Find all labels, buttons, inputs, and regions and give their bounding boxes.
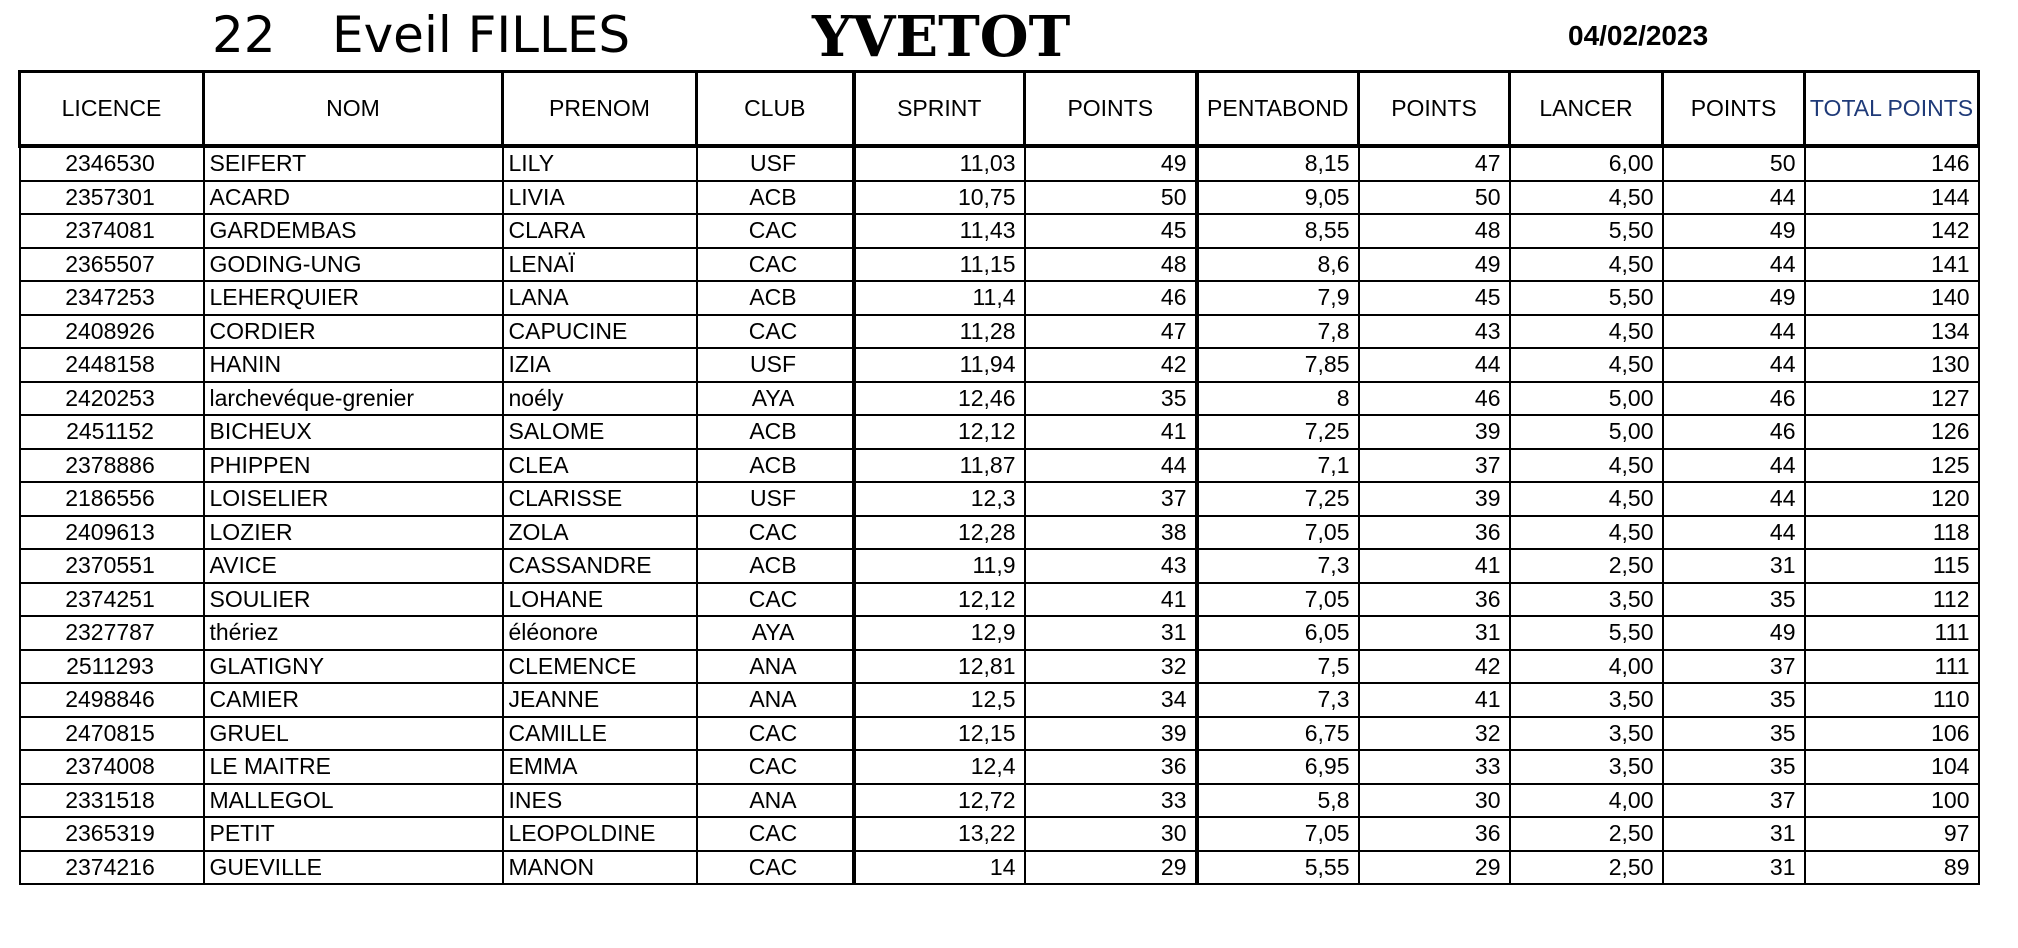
cell-nom: PETIT bbox=[204, 817, 503, 851]
cell-total-points: 89 bbox=[1805, 851, 1979, 885]
cell-sprint: 12,5 bbox=[854, 683, 1025, 717]
cell-total-points: 111 bbox=[1805, 650, 1979, 684]
cell-sprint: 12,15 bbox=[854, 717, 1025, 751]
cell-pentabond: 7,05 bbox=[1197, 817, 1359, 851]
table-row bbox=[20, 784, 1979, 818]
table-row bbox=[20, 281, 1979, 315]
table-row bbox=[20, 415, 1979, 449]
cell-club: ANA bbox=[697, 650, 854, 684]
cell-lancer: 3,50 bbox=[1510, 683, 1663, 717]
cell-prenom: JEANNE bbox=[503, 683, 697, 717]
cell-prenom: IZIA bbox=[503, 348, 697, 382]
cell-nom: SEIFERT bbox=[204, 146, 503, 181]
cell-points-lancer: 44 bbox=[1663, 482, 1805, 516]
cell-total-points: 142 bbox=[1805, 214, 1979, 248]
cell-total-points: 127 bbox=[1805, 382, 1979, 416]
cell-lancer: 4,00 bbox=[1510, 784, 1663, 818]
cell-prenom: CLEA bbox=[503, 449, 697, 483]
cell-pentabond: 7,8 bbox=[1197, 315, 1359, 349]
cell-lancer: 3,50 bbox=[1510, 750, 1663, 784]
cell-points-sprint: 42 bbox=[1025, 348, 1197, 382]
cell-licence: 2347253 bbox=[20, 281, 204, 315]
cell-points-sprint: 47 bbox=[1025, 315, 1197, 349]
cell-prenom: CLARISSE bbox=[503, 482, 697, 516]
cell-prenom: CAPUCINE bbox=[503, 315, 697, 349]
cell-points-pentabond: 37 bbox=[1359, 449, 1510, 483]
cell-sprint: 11,28 bbox=[854, 315, 1025, 349]
header-row bbox=[20, 72, 1979, 147]
cell-nom: AVICE bbox=[204, 549, 503, 583]
table-row bbox=[20, 717, 1979, 751]
cell-points-pentabond: 29 bbox=[1359, 851, 1510, 885]
cell-total-points: 106 bbox=[1805, 717, 1979, 751]
table-row bbox=[20, 146, 1979, 181]
cell-club: CAC bbox=[697, 750, 854, 784]
cell-total-points: 140 bbox=[1805, 281, 1979, 315]
cell-points-lancer: 35 bbox=[1663, 750, 1805, 784]
cell-club: CAC bbox=[697, 248, 854, 282]
table-row bbox=[20, 214, 1979, 248]
cell-club: USF bbox=[697, 146, 854, 181]
cell-points-sprint: 50 bbox=[1025, 181, 1197, 215]
cell-licence: 2451152 bbox=[20, 415, 204, 449]
table-row bbox=[20, 382, 1979, 416]
cell-sprint: 12,46 bbox=[854, 382, 1025, 416]
cell-sprint: 13,22 bbox=[854, 817, 1025, 851]
cell-total-points: 112 bbox=[1805, 583, 1979, 617]
cell-licence: 2374081 bbox=[20, 214, 204, 248]
cell-club: ACB bbox=[697, 181, 854, 215]
cell-nom: BICHEUX bbox=[204, 415, 503, 449]
cell-pentabond: 7,9 bbox=[1197, 281, 1359, 315]
cell-prenom: CLARA bbox=[503, 214, 697, 248]
cell-points-sprint: 48 bbox=[1025, 248, 1197, 282]
cell-club: AYA bbox=[697, 382, 854, 416]
cell-pentabond: 8,55 bbox=[1197, 214, 1359, 248]
cell-points-pentabond: 41 bbox=[1359, 549, 1510, 583]
cell-sprint: 12,3 bbox=[854, 482, 1025, 516]
cell-points-pentabond: 33 bbox=[1359, 750, 1510, 784]
cell-lancer: 4,50 bbox=[1510, 315, 1663, 349]
cell-points-sprint: 35 bbox=[1025, 382, 1197, 416]
cell-club: CAC bbox=[697, 851, 854, 885]
cell-lancer: 4,50 bbox=[1510, 516, 1663, 550]
cell-lancer: 5,50 bbox=[1510, 214, 1663, 248]
cell-sprint: 12,9 bbox=[854, 616, 1025, 650]
cell-prenom: noély bbox=[503, 382, 697, 416]
cell-pentabond: 8 bbox=[1197, 382, 1359, 416]
cell-points-lancer: 31 bbox=[1663, 549, 1805, 583]
cell-nom: GRUEL bbox=[204, 717, 503, 751]
cell-licence: 2365507 bbox=[20, 248, 204, 282]
cell-points-sprint: 36 bbox=[1025, 750, 1197, 784]
cell-sprint: 12,12 bbox=[854, 415, 1025, 449]
cell-club: CAC bbox=[697, 583, 854, 617]
cell-points-sprint: 38 bbox=[1025, 516, 1197, 550]
cell-nom: PHIPPEN bbox=[204, 449, 503, 483]
cell-licence: 2420253 bbox=[20, 382, 204, 416]
cell-points-lancer: 37 bbox=[1663, 650, 1805, 684]
cell-points-pentabond: 31 bbox=[1359, 616, 1510, 650]
cell-nom: CAMIER bbox=[204, 683, 503, 717]
cell-points-lancer: 46 bbox=[1663, 415, 1805, 449]
cell-points-sprint: 39 bbox=[1025, 717, 1197, 751]
cell-points-pentabond: 36 bbox=[1359, 516, 1510, 550]
cell-points-sprint: 41 bbox=[1025, 415, 1197, 449]
cell-club: USF bbox=[697, 482, 854, 516]
cell-nom: GLATIGNY bbox=[204, 650, 503, 684]
cell-sprint: 11,87 bbox=[854, 449, 1025, 483]
cell-lancer: 5,50 bbox=[1510, 616, 1663, 650]
cell-points-pentabond: 49 bbox=[1359, 248, 1510, 282]
col-header-prenom: PRENOM bbox=[503, 72, 697, 147]
cell-club: ACB bbox=[697, 449, 854, 483]
cell-points-pentabond: 50 bbox=[1359, 181, 1510, 215]
cell-points-pentabond: 47 bbox=[1359, 146, 1510, 181]
cell-nom: LEHERQUIER bbox=[204, 281, 503, 315]
cell-sprint: 12,12 bbox=[854, 583, 1025, 617]
cell-nom: thériez bbox=[204, 616, 503, 650]
cell-licence: 2498846 bbox=[20, 683, 204, 717]
cell-points-pentabond: 36 bbox=[1359, 583, 1510, 617]
cell-points-pentabond: 48 bbox=[1359, 214, 1510, 248]
cell-licence: 2448158 bbox=[20, 348, 204, 382]
cell-nom: GODING-UNG bbox=[204, 248, 503, 282]
cell-points-pentabond: 32 bbox=[1359, 717, 1510, 751]
cell-points-lancer: 44 bbox=[1663, 315, 1805, 349]
cell-points-lancer: 44 bbox=[1663, 348, 1805, 382]
cell-total-points: 146 bbox=[1805, 146, 1979, 181]
cell-prenom: INES bbox=[503, 784, 697, 818]
cell-nom: LE MAITRE bbox=[204, 750, 503, 784]
cell-licence: 2374008 bbox=[20, 750, 204, 784]
cell-club: CAC bbox=[697, 315, 854, 349]
cell-sprint: 14 bbox=[854, 851, 1025, 885]
cell-pentabond: 7,25 bbox=[1197, 482, 1359, 516]
cell-prenom: LEOPOLDINE bbox=[503, 817, 697, 851]
cell-prenom: éléonore bbox=[503, 616, 697, 650]
cell-points-sprint: 33 bbox=[1025, 784, 1197, 818]
cell-club: ACB bbox=[697, 549, 854, 583]
cell-lancer: 2,50 bbox=[1510, 549, 1663, 583]
cell-points-lancer: 50 bbox=[1663, 146, 1805, 181]
cell-points-sprint: 30 bbox=[1025, 817, 1197, 851]
table-row bbox=[20, 449, 1979, 483]
cell-points-sprint: 45 bbox=[1025, 214, 1197, 248]
col-header-lancer: LANCER bbox=[1510, 72, 1663, 147]
cell-points-lancer: 35 bbox=[1663, 683, 1805, 717]
cell-points-sprint: 29 bbox=[1025, 851, 1197, 885]
header-number: 22 bbox=[212, 6, 276, 64]
cell-lancer: 4,50 bbox=[1510, 449, 1663, 483]
table-row bbox=[20, 315, 1979, 349]
cell-licence: 2511293 bbox=[20, 650, 204, 684]
cell-prenom: SALOME bbox=[503, 415, 697, 449]
cell-sprint: 11,15 bbox=[854, 248, 1025, 282]
cell-pentabond: 7,5 bbox=[1197, 650, 1359, 684]
cell-total-points: 97 bbox=[1805, 817, 1979, 851]
cell-points-sprint: 49 bbox=[1025, 146, 1197, 181]
cell-club: USF bbox=[697, 348, 854, 382]
cell-points-sprint: 41 bbox=[1025, 583, 1197, 617]
cell-points-lancer: 49 bbox=[1663, 281, 1805, 315]
cell-points-lancer: 31 bbox=[1663, 817, 1805, 851]
cell-points-lancer: 49 bbox=[1663, 616, 1805, 650]
cell-points-sprint: 43 bbox=[1025, 549, 1197, 583]
cell-points-lancer: 35 bbox=[1663, 717, 1805, 751]
cell-licence: 2409613 bbox=[20, 516, 204, 550]
cell-licence: 2327787 bbox=[20, 616, 204, 650]
cell-sprint: 11,94 bbox=[854, 348, 1025, 382]
cell-nom: ACARD bbox=[204, 181, 503, 215]
cell-club: AYA bbox=[697, 616, 854, 650]
cell-total-points: 134 bbox=[1805, 315, 1979, 349]
cell-sprint: 11,43 bbox=[854, 214, 1025, 248]
cell-lancer: 5,50 bbox=[1510, 281, 1663, 315]
cell-pentabond: 7,25 bbox=[1197, 415, 1359, 449]
cell-pentabond: 8,15 bbox=[1197, 146, 1359, 181]
cell-licence: 2374216 bbox=[20, 851, 204, 885]
cell-lancer: 5,00 bbox=[1510, 415, 1663, 449]
cell-points-lancer: 37 bbox=[1663, 784, 1805, 818]
cell-club: ACB bbox=[697, 415, 854, 449]
cell-sprint: 11,9 bbox=[854, 549, 1025, 583]
cell-club: ANA bbox=[697, 683, 854, 717]
col-header-sprint: SPRINT bbox=[854, 72, 1025, 147]
cell-club: CAC bbox=[697, 214, 854, 248]
cell-pentabond: 8,6 bbox=[1197, 248, 1359, 282]
cell-sprint: 12,28 bbox=[854, 516, 1025, 550]
cell-points-lancer: 46 bbox=[1663, 382, 1805, 416]
cell-points-lancer: 49 bbox=[1663, 214, 1805, 248]
table-row bbox=[20, 482, 1979, 516]
cell-sprint: 12,72 bbox=[854, 784, 1025, 818]
cell-pentabond: 7,85 bbox=[1197, 348, 1359, 382]
cell-points-sprint: 44 bbox=[1025, 449, 1197, 483]
cell-licence: 2186556 bbox=[20, 482, 204, 516]
table-row bbox=[20, 181, 1979, 215]
cell-nom: HANIN bbox=[204, 348, 503, 382]
col-header-total-points: TOTAL POINTS bbox=[1805, 72, 1979, 147]
cell-prenom: LENAÏ bbox=[503, 248, 697, 282]
cell-lancer: 3,50 bbox=[1510, 583, 1663, 617]
table-row bbox=[20, 817, 1979, 851]
cell-nom: SOULIER bbox=[204, 583, 503, 617]
cell-club: CAC bbox=[697, 516, 854, 550]
cell-total-points: 130 bbox=[1805, 348, 1979, 382]
cell-pentabond: 7,1 bbox=[1197, 449, 1359, 483]
cell-prenom: MANON bbox=[503, 851, 697, 885]
col-header-club: CLUB bbox=[697, 72, 854, 147]
table-row bbox=[20, 683, 1979, 717]
cell-sprint: 12,81 bbox=[854, 650, 1025, 684]
cell-total-points: 111 bbox=[1805, 616, 1979, 650]
cell-total-points: 110 bbox=[1805, 683, 1979, 717]
cell-pentabond: 5,55 bbox=[1197, 851, 1359, 885]
cell-club: ACB bbox=[697, 281, 854, 315]
cell-total-points: 125 bbox=[1805, 449, 1979, 483]
col-header-points-pentabond: POINTS bbox=[1359, 72, 1510, 147]
cell-nom: LOZIER bbox=[204, 516, 503, 550]
table-row bbox=[20, 650, 1979, 684]
cell-points-pentabond: 41 bbox=[1359, 683, 1510, 717]
cell-pentabond: 6,05 bbox=[1197, 616, 1359, 650]
cell-pentabond: 7,3 bbox=[1197, 549, 1359, 583]
header-place: YVETOT bbox=[812, 4, 1071, 70]
cell-sprint: 12,4 bbox=[854, 750, 1025, 784]
cell-sprint: 10,75 bbox=[854, 181, 1025, 215]
cell-total-points: 118 bbox=[1805, 516, 1979, 550]
header-date: 04/02/2023 bbox=[1568, 20, 1709, 51]
cell-lancer: 2,50 bbox=[1510, 817, 1663, 851]
cell-licence: 2370551 bbox=[20, 549, 204, 583]
col-header-nom: NOM bbox=[204, 72, 503, 147]
cell-total-points: 115 bbox=[1805, 549, 1979, 583]
cell-nom: GARDEMBAS bbox=[204, 214, 503, 248]
col-header-points-sprint: POINTS bbox=[1025, 72, 1197, 147]
cell-points-pentabond: 36 bbox=[1359, 817, 1510, 851]
header-category: Eveil FILLES bbox=[332, 6, 631, 64]
cell-prenom: ZOLA bbox=[503, 516, 697, 550]
cell-points-sprint: 34 bbox=[1025, 683, 1197, 717]
cell-nom: GUEVILLE bbox=[204, 851, 503, 885]
cell-prenom: CASSANDRE bbox=[503, 549, 697, 583]
table-row bbox=[20, 516, 1979, 550]
cell-total-points: 100 bbox=[1805, 784, 1979, 818]
cell-points-pentabond: 43 bbox=[1359, 315, 1510, 349]
cell-lancer: 4,00 bbox=[1510, 650, 1663, 684]
cell-sprint: 11,03 bbox=[854, 146, 1025, 181]
cell-prenom: EMMA bbox=[503, 750, 697, 784]
cell-lancer: 4,50 bbox=[1510, 348, 1663, 382]
col-header-pentabond: PENTABOND bbox=[1197, 72, 1359, 147]
cell-licence: 2346530 bbox=[20, 146, 204, 181]
cell-lancer: 4,50 bbox=[1510, 181, 1663, 215]
cell-points-sprint: 37 bbox=[1025, 482, 1197, 516]
cell-prenom: LOHANE bbox=[503, 583, 697, 617]
cell-points-pentabond: 45 bbox=[1359, 281, 1510, 315]
cell-nom: CORDIER bbox=[204, 315, 503, 349]
col-header-points-lancer: POINTS bbox=[1663, 72, 1805, 147]
cell-lancer: 6,00 bbox=[1510, 146, 1663, 181]
cell-pentabond: 6,95 bbox=[1197, 750, 1359, 784]
cell-lancer: 4,50 bbox=[1510, 248, 1663, 282]
cell-points-sprint: 32 bbox=[1025, 650, 1197, 684]
results-body bbox=[20, 146, 1979, 884]
cell-prenom: CLEMENCE bbox=[503, 650, 697, 684]
table-row bbox=[20, 750, 1979, 784]
cell-prenom: LIVIA bbox=[503, 181, 697, 215]
cell-points-sprint: 31 bbox=[1025, 616, 1197, 650]
cell-licence: 2470815 bbox=[20, 717, 204, 751]
cell-points-lancer: 31 bbox=[1663, 851, 1805, 885]
cell-licence: 2378886 bbox=[20, 449, 204, 483]
cell-licence: 2374251 bbox=[20, 583, 204, 617]
cell-points-pentabond: 30 bbox=[1359, 784, 1510, 818]
cell-pentabond: 7,05 bbox=[1197, 583, 1359, 617]
cell-total-points: 120 bbox=[1805, 482, 1979, 516]
cell-points-lancer: 44 bbox=[1663, 181, 1805, 215]
cell-points-pentabond: 42 bbox=[1359, 650, 1510, 684]
cell-pentabond: 7,05 bbox=[1197, 516, 1359, 550]
cell-pentabond: 7,3 bbox=[1197, 683, 1359, 717]
cell-prenom: LILY bbox=[503, 146, 697, 181]
table-row bbox=[20, 348, 1979, 382]
cell-nom: larchevéque-grenier bbox=[204, 382, 503, 416]
cell-nom: LOISELIER bbox=[204, 482, 503, 516]
cell-club: CAC bbox=[697, 717, 854, 751]
cell-points-pentabond: 39 bbox=[1359, 415, 1510, 449]
cell-pentabond: 6,75 bbox=[1197, 717, 1359, 751]
cell-club: ANA bbox=[697, 784, 854, 818]
col-header-licence: LICENCE bbox=[20, 72, 204, 147]
cell-points-pentabond: 44 bbox=[1359, 348, 1510, 382]
cell-points-sprint: 46 bbox=[1025, 281, 1197, 315]
cell-prenom: LANA bbox=[503, 281, 697, 315]
cell-sprint: 11,4 bbox=[854, 281, 1025, 315]
cell-points-pentabond: 46 bbox=[1359, 382, 1510, 416]
cell-licence: 2331518 bbox=[20, 784, 204, 818]
table-row bbox=[20, 851, 1979, 885]
table-row bbox=[20, 549, 1979, 583]
cell-total-points: 104 bbox=[1805, 750, 1979, 784]
table-row bbox=[20, 583, 1979, 617]
table-row bbox=[20, 616, 1979, 650]
cell-total-points: 144 bbox=[1805, 181, 1979, 215]
cell-licence: 2408926 bbox=[20, 315, 204, 349]
results-table bbox=[18, 70, 1980, 885]
cell-points-lancer: 44 bbox=[1663, 248, 1805, 282]
cell-prenom: CAMILLE bbox=[503, 717, 697, 751]
cell-points-lancer: 44 bbox=[1663, 449, 1805, 483]
cell-pentabond: 5,8 bbox=[1197, 784, 1359, 818]
table-row bbox=[20, 248, 1979, 282]
cell-nom: MALLEGOL bbox=[204, 784, 503, 818]
cell-lancer: 5,00 bbox=[1510, 382, 1663, 416]
cell-club: CAC bbox=[697, 817, 854, 851]
cell-pentabond: 9,05 bbox=[1197, 181, 1359, 215]
cell-points-lancer: 44 bbox=[1663, 516, 1805, 550]
cell-lancer: 3,50 bbox=[1510, 717, 1663, 751]
cell-lancer: 4,50 bbox=[1510, 482, 1663, 516]
cell-total-points: 126 bbox=[1805, 415, 1979, 449]
cell-total-points: 141 bbox=[1805, 248, 1979, 282]
cell-lancer: 2,50 bbox=[1510, 851, 1663, 885]
cell-points-pentabond: 39 bbox=[1359, 482, 1510, 516]
cell-points-lancer: 35 bbox=[1663, 583, 1805, 617]
cell-licence: 2357301 bbox=[20, 181, 204, 215]
cell-licence: 2365319 bbox=[20, 817, 204, 851]
